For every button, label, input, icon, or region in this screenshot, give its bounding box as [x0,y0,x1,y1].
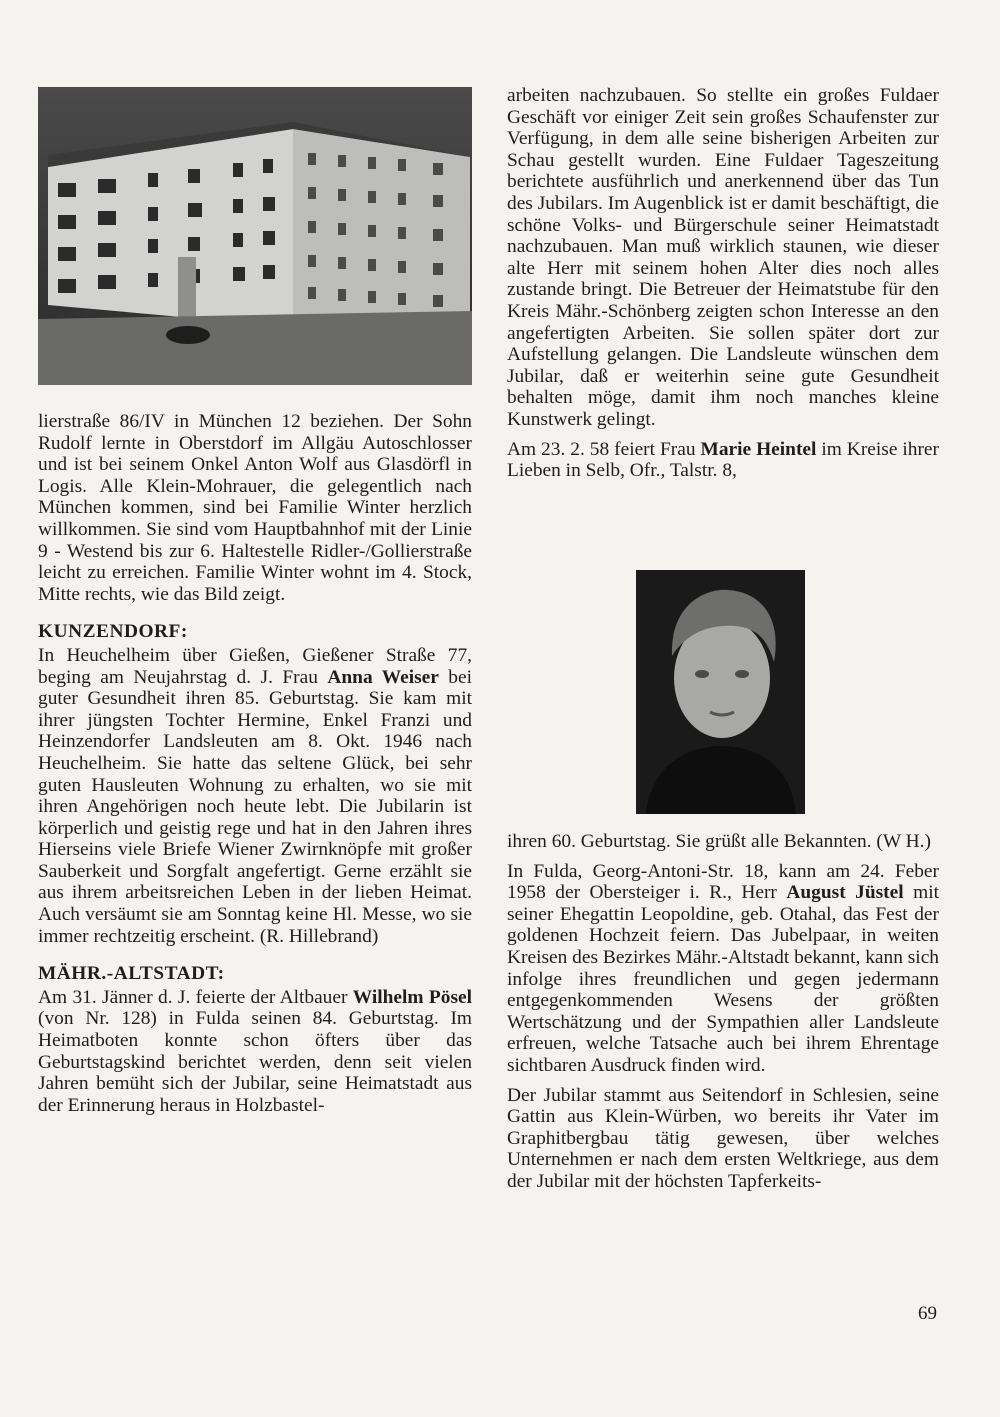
kunzendorf-paragraph: In Heuchelheim über Gießen, Gießener Straße 77, beging am Neujahrstag d. J. Frau Anna Weiser bei guter Gesundheit ihren 85. Geburtstag. Sie kam mit ihrer jüngsten Tochter Hermine, Enkel Franzi und Heinzendorfer Landsleuten am 8. Okt. 1946 nach Heuchelheim. Sie hatte das seltene Glück, bei sehr guten Hausleuten Wohnung zu erhalten, wo sie mit ihren Angehörigen noch heute lebt. Die Jubilarin ist körperlich und geistig rege und hat in den Jahren ihres Hierseins viele Briefe Wiener Zwirnknöpfe mit großer Sauberkeit und Sorgfalt angefertigt. Gerne erzählt sie aus ihrem arbeitsreichen Leben in der lieben Heimat. Auch versäumt sie am Sonntag keine Hl. Messe, wo sie immer rechtzeitig erscheint. (R. Hillebrand) [38,644,472,947]
building-photo [38,87,472,385]
name-wilhelm-poesel: Wilhelm Pösel [352,986,472,1008]
name-anna-weiser: Anna Weiser [327,666,439,688]
final-paragraph: Der Jubilar stammt aus Seitendorf in Schlesien, seine Gattin aus Klein-Würben, wo bereits ihr Vater im Graphitbergbau tätig gewesen, über welches Unternehmen er nach dem ersten Weltkriege, aus dem der Jubilar mit der höchsten Tapferkeits- [507,1084,939,1192]
heintel-continuation: ihren 60. Geburtstag. Sie grüßt alle Bekannten. (W H.) [507,831,931,852]
intro-paragraph: lierstraße 86/IV in München 12 beziehen. Der Sohn Rudolf lernte in Oberstdorf im Allgäu Autoschlosser und ist bei seinem Onkel Anton Wolf aus Glasdörfl in Logis. Alle Klein-Mohrauer, die gelegentlich nach München kommen, sind bei Familie Winter herzlich willkommen. Sie sind vom Hauptbahnhof mit der Linie 9 - Westend bis zur 6. Haltestelle Ridler-/Gollierstraße leicht zu erreichen. Familie Winter wohnt im 4. Stock, Mitte rechts, wie das Bild zeigt. [38,411,472,605]
heading-kunzendorf: KUNZENDORF: [38,621,188,643]
continuation-paragraph: arbeiten nachzubauen. So stellte ein großes Fuldaer Geschäft vor einiger Zeit sein großes Schaufenster zur Verfügung, in dem alle seine bisherigen Arbeiten zur Schau gestellt wurden. Eine Fuldaer Tageszeitung berichtete ausführlich und anerkennend über das Tun des Jubilars. Im Augenblick ist er damit beschäftigt, die schöne Volks- und Bürgerschule seiner Heimatstadt nachzubauen. Man muß wirklich staunen, wie dieser alte Herr mit seinem hohen Alter dies noch alles zustande bringt. Die Betreuer der Heimatstube für den Kreis Mähr.-Schönberg zeigten schon Interesse an den angefertigten Arbeiten. Sie sollen später dort zur Aufstellung gelangen. Die Landsleute wünschen dem Jubilar, daß er weiterhin seine gute Gesundheit behalten möge, damit ihm noch manches kleine Kunstwerk gelingt. [507,85,939,430]
left-column [38,411,472,1116]
right-column-top [507,85,939,482]
heintel-paragraph: Am 23. 2. 58 feiert Frau Marie Heintel im Kreise ihrer Lieben in Selb, Ofr., Talstr. 8, [507,438,939,482]
name-august-juestel: August Jüstel [786,882,904,904]
altstadt-paragraph: Am 31. Jänner d. J. feierte der Altbauer Wilhelm Pösel (von Nr. 128) in Fulda seinen 84. Geburtstag. Im Heimatboten konnte schon öfters über das Geburtstagskind berichtet werden, denn seit vielen Jahren bemüht sich der Jubilar, seine Heimatstadt aus der Erinnerung heraus in Holzbastel- [38,986,472,1116]
right-column-bottom [507,831,939,1193]
apartment-building-photo-icon [38,87,472,385]
page-number: 69 [918,1303,937,1324]
portrait-photo [636,570,805,814]
heading-altstadt: MÄHR.-ALTSTADT: [38,963,225,985]
portrait-photo-woman-icon [636,570,805,814]
name-marie-heintel: Marie Heintel [700,438,817,460]
juestel-paragraph: In Fulda, Georg-Antoni-Str. 18, kann am 24. Feber 1958 der Obersteiger i. R., Herr August Jüstel mit seiner Ehegattin Leopoldine, geb. Otahal, das Fest der goldenen Hochzeit feiern. Das Jubelpaar, in weiten Kreisen des Bezirkes Mähr.-Altstadt bekannt, kann sich infolge ihres freundlichen und gegen jedermann entgegenkommenden Wesens der größten Wertschätzung und der Sympathien aller Landsleute erfreuen, welche Tatsache auch bei ihrem Ehrentage sichtbaren Ausdruck finden wird. [507,860,939,1076]
